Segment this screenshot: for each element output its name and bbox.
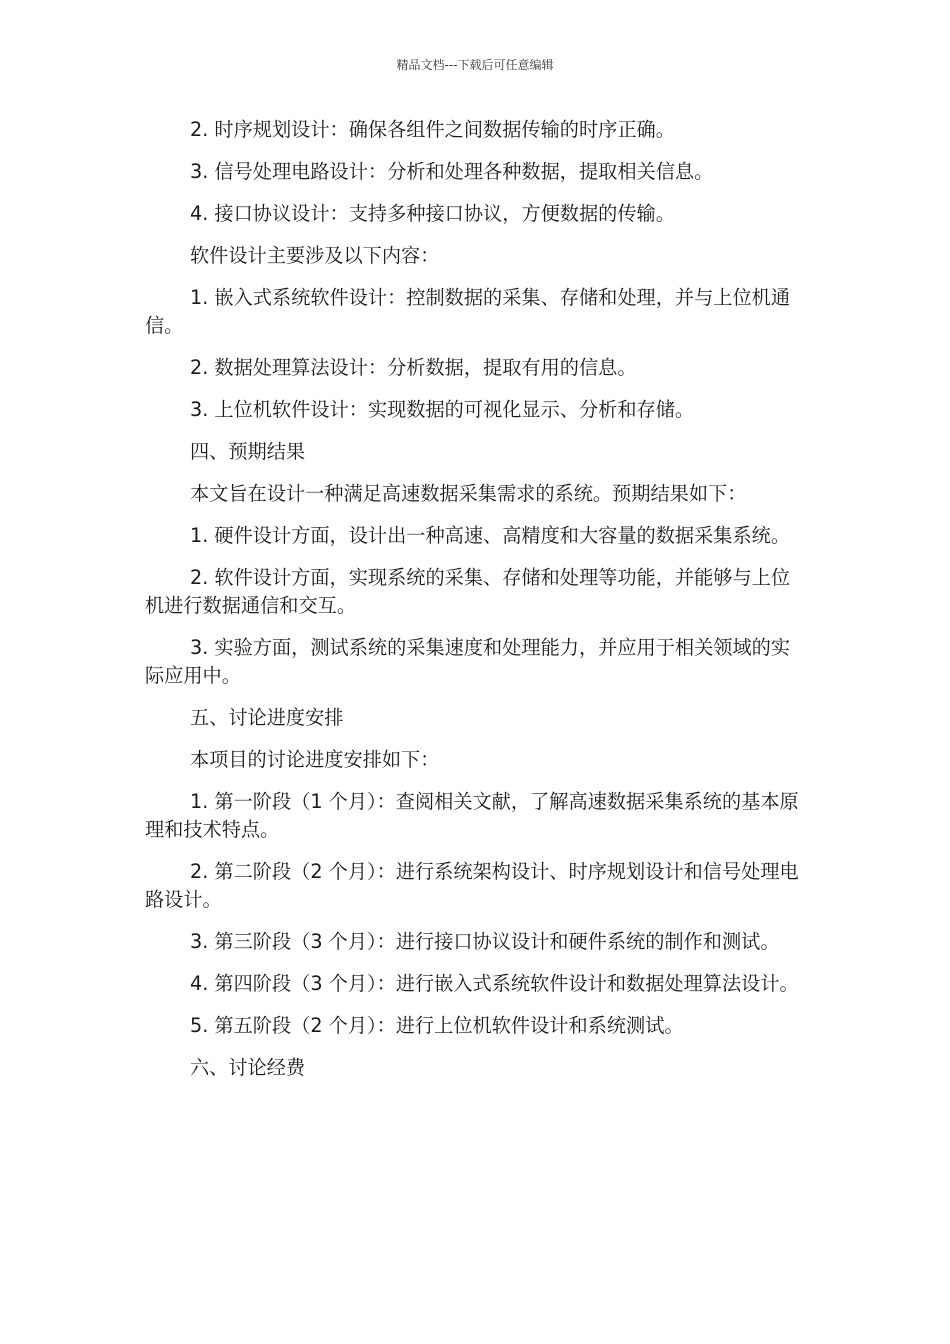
paragraph-experiment-result: 3. 实验方面，测试系统的采集速度和处理能力，并应用于相关领域的实际应用中。: [145, 636, 791, 687]
paragraph-embedded-software: 1. 嵌入式系统软件设计：控制数据的采集、存储和处理，并与上位机通信。: [145, 286, 791, 337]
paragraph-algorithm-design: 2. 数据处理算法设计：分析数据，提取有用的信息。: [190, 356, 637, 379]
paragraph-results-intro: 本文旨在设计一种满足高速数据采集需求的系统。预期结果如下：: [190, 482, 747, 505]
paragraph-phase-5: 5. 第五阶段（2 个月）：进行上位机软件设计和系统测试。: [190, 1014, 684, 1037]
section-heading-schedule: 五、讨论进度安排: [190, 706, 344, 729]
section-heading-expected-results: 四、预期结果: [190, 440, 306, 463]
paragraph-signal-circuit: 3. 信号处理电路设计：分析和处理各种数据，提取相关信息。: [190, 160, 714, 183]
paragraph-interface-protocol: 4. 接口协议设计：支持多种接口协议，方便数据的传输。: [190, 202, 675, 225]
paragraph-software-result: 2. 软件设计方面，实现系统的采集、存储和处理等功能，并能够与上位机进行数据通信和交互。: [145, 566, 791, 617]
paragraph-phase-1: 1. 第一阶段（1 个月）：查阅相关文献，了解高速数据采集系统的基本原理和技术特点。: [145, 790, 799, 841]
paragraph-software-intro: 软件设计主要涉及以下内容：: [190, 244, 440, 267]
page-header: 精品文档---下载后可任意编辑: [396, 58, 554, 72]
section-heading-funding: 六、讨论经费: [190, 1056, 306, 1079]
paragraph-timing-design: 2. 时序规划设计：确保各组件之间数据传输的时序正确。: [190, 118, 675, 141]
paragraph-phase-4: 4. 第四阶段（3 个月）：进行嵌入式系统软件设计和数据处理算法设计。: [190, 972, 799, 995]
paragraph-phase-2: 2. 第二阶段（2 个月）：进行系统架构设计、时序规划设计和信号处理电路设计。: [145, 860, 799, 911]
paragraph-phase-3: 3. 第三阶段（3 个月）：进行接口协议设计和硬件系统的制作和测试。: [190, 930, 780, 953]
paragraph-schedule-intro: 本项目的讨论进度安排如下：: [190, 748, 440, 771]
paragraph-host-software: 3. 上位机软件设计：实现数据的可视化显示、分析和存储。: [190, 398, 695, 421]
paragraph-hardware-result: 1. 硬件设计方面，设计出一种高速、高精度和大容量的数据采集系统。: [190, 524, 791, 547]
document-body: [145, 116, 800, 1096]
